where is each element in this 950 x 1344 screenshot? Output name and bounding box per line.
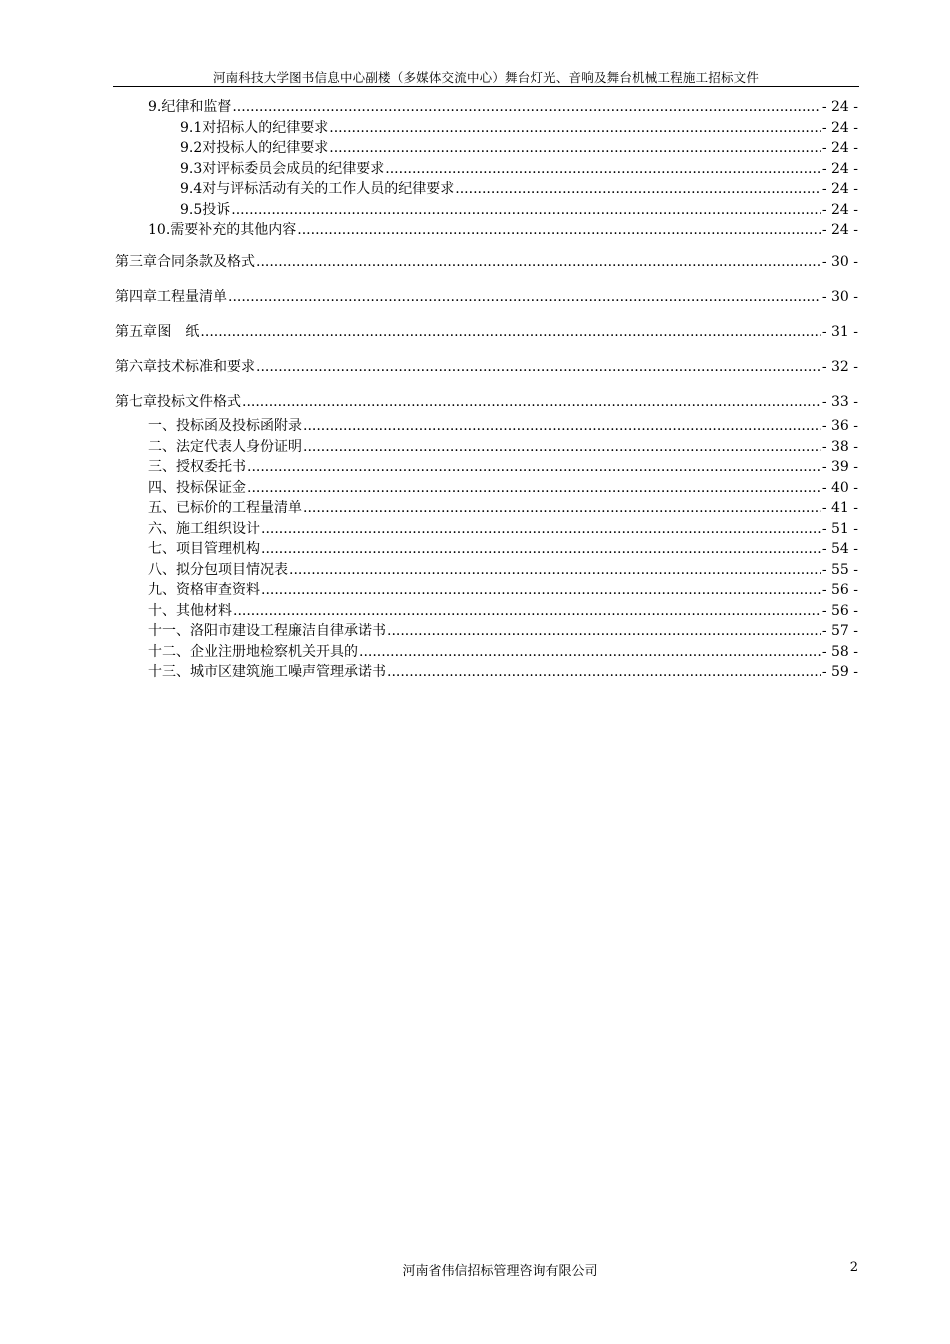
toc-entry[interactable] bbox=[148, 417, 858, 435]
toc-entry-label: 六、施工组织设计 bbox=[148, 521, 260, 537]
toc-leader-dots bbox=[261, 520, 821, 538]
toc-entry-label: 四、投标保证金 bbox=[148, 480, 246, 496]
toc-entry-number: 9.2 bbox=[180, 140, 203, 156]
toc-entry-label: 十三、城市区建筑施工噪声管理承诺书 bbox=[148, 664, 386, 680]
toc-entry-page: - 36 - bbox=[821, 418, 858, 434]
toc-entry[interactable] bbox=[148, 221, 858, 239]
toc-leader-dots bbox=[247, 479, 821, 497]
toc-entry-label: 工程量清单 bbox=[157, 289, 227, 305]
toc-entry-label: 七、项目管理机构 bbox=[148, 541, 260, 557]
toc-entry-page: - 30 - bbox=[821, 254, 858, 270]
toc-entry-label: 一、投标函及投标函附录 bbox=[148, 418, 302, 434]
toc-entry-label: 对招标人的纪律要求 bbox=[202, 120, 329, 136]
toc-entry-label: 纪律和监督 bbox=[161, 99, 232, 115]
toc-leader-dots bbox=[261, 540, 821, 558]
toc-entry-page: - 24 - bbox=[821, 181, 858, 197]
toc-entry-number: 9.5 bbox=[180, 202, 203, 218]
toc-leader-dots bbox=[359, 643, 821, 661]
toc-entry-label: 三、授权委托书 bbox=[148, 459, 246, 475]
toc-entry-page: - 41 - bbox=[821, 500, 858, 516]
footer-page-number: 2 bbox=[849, 1260, 858, 1275]
toc-entry-label: 对评标委员会成员的纪律要求 bbox=[202, 161, 385, 177]
toc-entry-page: - 38 - bbox=[821, 439, 858, 455]
toc-entry[interactable] bbox=[148, 643, 858, 661]
toc-entry-page: - 32 - bbox=[821, 359, 858, 375]
toc-entry[interactable] bbox=[180, 180, 858, 198]
toc-entry-page: - 40 - bbox=[821, 480, 858, 496]
toc-entry[interactable] bbox=[180, 160, 858, 178]
toc-entry[interactable] bbox=[148, 479, 858, 497]
header-divider bbox=[113, 86, 859, 87]
toc-entry[interactable] bbox=[148, 622, 858, 640]
toc-entry-page: - 33 - bbox=[821, 394, 858, 410]
toc-entry[interactable] bbox=[148, 663, 858, 681]
toc-chapter-number: 第三章 bbox=[115, 254, 157, 270]
toc-entry[interactable] bbox=[148, 438, 858, 456]
toc-entry-page: - 24 - bbox=[821, 202, 858, 218]
toc-chapter-number: 第六章 bbox=[115, 359, 157, 375]
toc-entry-label: 图 纸 bbox=[157, 324, 200, 340]
toc-entry[interactable] bbox=[148, 581, 858, 599]
toc-leader-dots bbox=[256, 253, 821, 271]
toc-chapter-entry[interactable] bbox=[115, 358, 858, 376]
toc-entry[interactable] bbox=[148, 602, 858, 620]
toc-entry-page: - 58 - bbox=[821, 644, 858, 660]
toc-leader-dots bbox=[232, 98, 820, 116]
toc-entry[interactable] bbox=[148, 520, 858, 538]
toc-entry-label: 投诉 bbox=[202, 202, 231, 218]
toc-entry-label: 十一、洛阳市建设工程廉洁自律承诺书 bbox=[148, 623, 386, 639]
toc-entry-page: - 24 - bbox=[821, 140, 858, 156]
toc-entry-page: - 24 - bbox=[821, 222, 858, 238]
toc-entry-number: 10. bbox=[148, 222, 171, 238]
toc-leader-dots bbox=[303, 499, 821, 517]
toc-leader-dots bbox=[289, 561, 821, 579]
toc-entry-page: - 31 - bbox=[821, 324, 858, 340]
toc-leader-dots bbox=[329, 139, 821, 157]
toc-chapter-number: 第四章 bbox=[115, 289, 157, 305]
toc-entry-page: - 54 - bbox=[821, 541, 858, 557]
toc-entry[interactable] bbox=[180, 139, 858, 157]
toc-leader-dots bbox=[303, 417, 821, 435]
toc-entry[interactable] bbox=[148, 561, 858, 579]
toc-entry-page: - 24 - bbox=[821, 99, 858, 115]
toc-leader-dots bbox=[242, 393, 821, 411]
toc-leader-dots bbox=[303, 438, 821, 456]
toc-leader-dots bbox=[231, 201, 821, 219]
toc-entry-label: 合同条款及格式 bbox=[157, 254, 255, 270]
toc-leader-dots bbox=[387, 663, 821, 681]
toc-leader-dots bbox=[329, 119, 821, 137]
toc-entry-label: 九、资格审查资料 bbox=[148, 582, 260, 598]
toc-leader-dots bbox=[455, 180, 821, 198]
page-header-title: 河南科技大学图书信息中心副楼（多媒体交流中心）舞台灯光、音响及舞台机械工程施工招标文件 bbox=[212, 70, 760, 85]
toc-chapter-number: 第五章 bbox=[115, 324, 157, 340]
toc-entry-number: 9. bbox=[148, 99, 162, 115]
toc-entry-page: - 51 - bbox=[821, 521, 858, 537]
toc-leader-dots bbox=[297, 221, 821, 239]
toc-entry-label: 需要补充的其他内容 bbox=[170, 222, 297, 238]
toc-entry-label: 对投标人的纪律要求 bbox=[202, 140, 329, 156]
toc-leader-dots bbox=[247, 458, 821, 476]
toc-entry[interactable] bbox=[148, 499, 858, 517]
toc-entry-label: 八、拟分包项目情况表 bbox=[148, 562, 288, 578]
toc-chapter-number: 第七章 bbox=[115, 394, 157, 410]
toc-entry[interactable] bbox=[180, 201, 858, 219]
toc-entry-label: 二、法定代表人身份证明 bbox=[148, 439, 302, 455]
toc-chapter-entry[interactable] bbox=[115, 393, 858, 411]
toc-entry-number: 9.4 bbox=[180, 181, 203, 197]
toc-entry-page: - 57 - bbox=[821, 623, 858, 639]
toc-entry-page: - 59 - bbox=[821, 664, 858, 680]
toc-entry[interactable] bbox=[148, 458, 858, 476]
toc-entry-page: - 56 - bbox=[821, 603, 858, 619]
toc-leader-dots bbox=[200, 323, 820, 341]
toc-entry-label: 技术标准和要求 bbox=[157, 359, 255, 375]
toc-entry-label: 十二、企业注册地检察机关开具的 bbox=[148, 644, 358, 660]
toc-entry-label: 投标文件格式 bbox=[157, 394, 241, 410]
toc-entry-page: - 56 - bbox=[821, 582, 858, 598]
toc-entry-label: 对与评标活动有关的工作人员的纪律要求 bbox=[202, 181, 455, 197]
toc-entry-number: 9.1 bbox=[180, 120, 203, 136]
toc-entry-page: - 30 - bbox=[821, 289, 858, 305]
footer-company-name: 河南省伟信招标管理咨询有限公司 bbox=[402, 1264, 598, 1279]
toc-leader-dots bbox=[385, 160, 821, 178]
toc-entry-page: - 39 - bbox=[821, 459, 858, 475]
toc-leader-dots bbox=[261, 581, 821, 599]
toc-entry-page: - 24 - bbox=[821, 161, 858, 177]
toc-entry-page: - 55 - bbox=[821, 562, 858, 578]
toc-entry-label: 五、已标价的工程量清单 bbox=[148, 500, 302, 516]
toc-chapter-entry[interactable] bbox=[115, 253, 858, 271]
toc-leader-dots bbox=[228, 288, 821, 306]
toc-leader-dots bbox=[233, 602, 821, 620]
toc-entry-page: - 24 - bbox=[821, 120, 858, 136]
toc-entry[interactable] bbox=[148, 540, 858, 558]
toc-chapter-entry[interactable] bbox=[115, 323, 858, 341]
toc-entry-number: 9.3 bbox=[180, 161, 203, 177]
toc-chapter-entry[interactable] bbox=[115, 288, 858, 306]
toc-leader-dots bbox=[256, 358, 821, 376]
toc-entry[interactable] bbox=[180, 119, 858, 137]
toc-leader-dots bbox=[387, 622, 821, 640]
toc-entry-label: 十、其他材料 bbox=[148, 603, 232, 619]
toc-entry[interactable] bbox=[148, 98, 858, 116]
